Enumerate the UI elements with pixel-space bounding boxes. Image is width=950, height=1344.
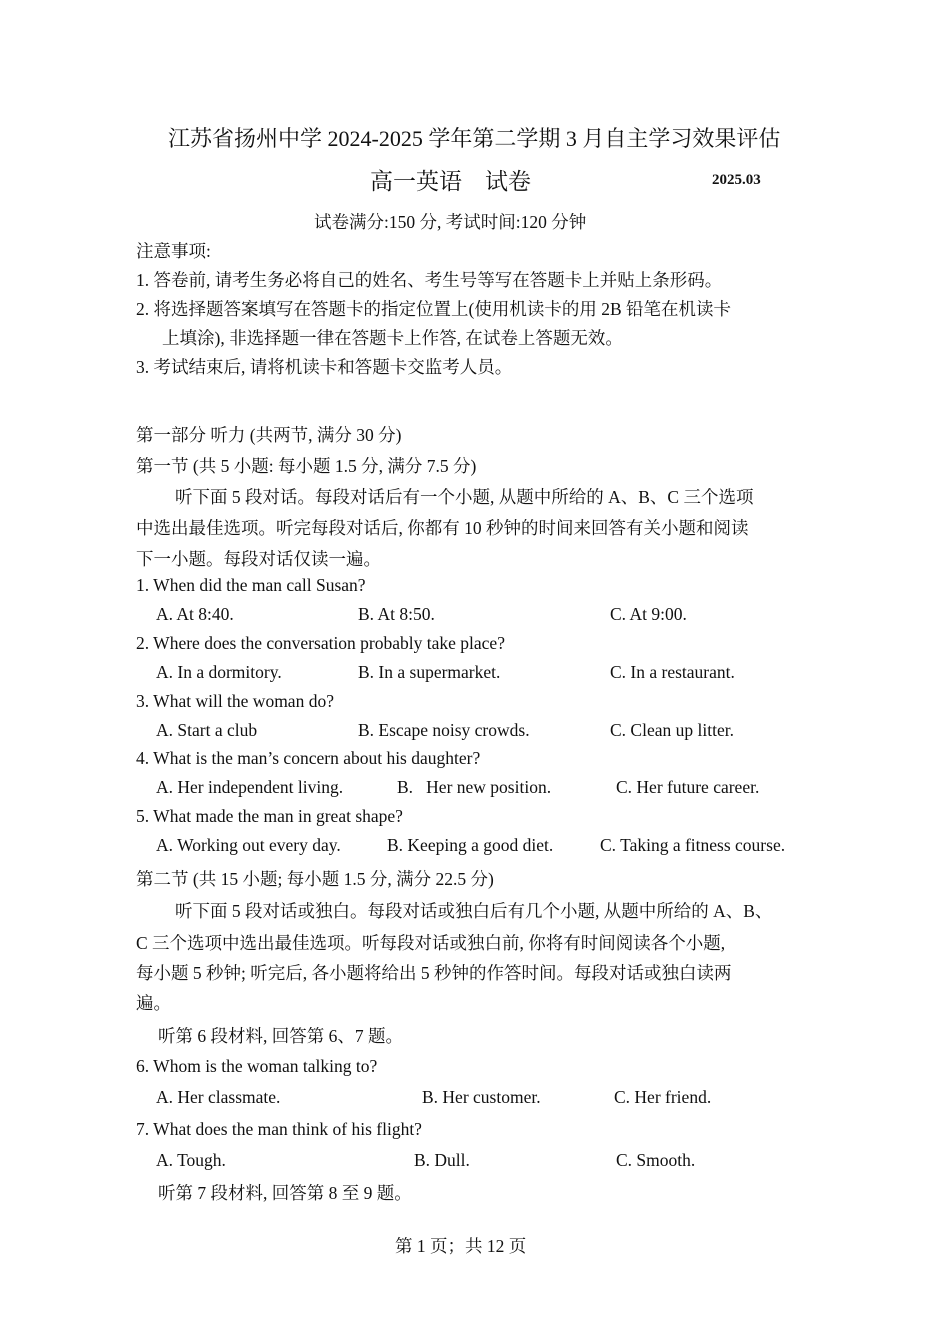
question-stem: 5. What made the man in great shape? [136,806,403,826]
section2-instruction: 遍。 [136,993,171,1013]
question-stem: 1. When did the man call Susan? [136,575,366,595]
option-c: C. Smooth. [616,1150,696,1170]
option-b: B. At 8:50. [358,604,435,624]
score-time: 试卷满分:150 分, 考试时间:120 分钟 [314,212,587,232]
option-a: A. Her independent living. [156,777,344,797]
part1-heading: 第一部分 听力 (共两节, 满分 30 分) [136,425,402,445]
question-stem: 2. Where does the conversation probably take place? [136,633,505,653]
option-c: C. Her future career. [616,777,760,797]
option-b: B. In a supermarket. [358,662,501,682]
question-stem: 6. Whom is the woman talking to? [136,1056,378,1076]
option-a: A. Start a club [156,720,258,740]
option-b: B. Her customer. [422,1087,541,1107]
exam-title: 江苏省扬州中学 2024-2025 学年第二学期 3 月自主学习效果评估 [168,126,781,151]
option-a: A. Working out every day. [156,835,341,855]
question-stem: 4. What is the man’s concern about his daughter? [136,748,481,768]
option-b: B. Her new position. [397,777,552,797]
section2-instruction: 每小题 5 秒钟; 听完后, 各小题将给出 5 秒钟的作答时间。每段对话或独白读两 [136,963,732,983]
option-a: A. Her classmate. [156,1087,281,1107]
option-c: C. In a restaurant. [610,662,735,682]
material-heading: 听第 6 段材料, 回答第 6、7 题。 [158,1026,403,1046]
option-a: A. Tough. [156,1150,226,1170]
notice-heading: 注意事项: [136,241,211,261]
section1-instruction: 听下面 5 段对话。每段对话后有一个小题, 从题中所给的 A、B、C 三个选项 [175,487,754,507]
section1-heading: 第一节 (共 5 小题: 每小题 1.5 分, 满分 7.5 分) [136,456,477,476]
exam-date: 2025.03 [712,172,761,188]
question-stem: 3. What will the woman do? [136,691,334,711]
section1-instruction: 中选出最佳选项。听完每段对话后, 你都有 10 秒钟的时间来回答有关小题和阅读 [136,518,749,538]
question-stem: 7. What does the man think of his flight? [136,1119,422,1139]
exam-subtitle: 高一英语 试卷 [370,169,531,194]
option-a: A. At 8:40. [156,604,234,624]
page-number: 第 1 页；共 12 页 [395,1236,527,1256]
notice-item: 3. 考试结束后, 请将机读卡和答题卡交监考人员。 [136,357,513,377]
notice-item: 1. 答卷前, 请考生务必将自己的姓名、考生号等写在答题卡上并贴上条形码。 [136,270,723,290]
option-c: C. Taking a fitness course. [600,835,786,855]
material-heading: 听第 7 段材料, 回答第 8 至 9 题。 [158,1183,412,1203]
section2-instruction: C 三个选项中选出最佳选项。听每段对话或独白前, 你将有时间阅读各个小题, [136,933,726,953]
notice-item: 上填涂), 非选择题一律在答题卡上作答, 在试卷上答题无效。 [162,328,623,348]
option-c: C. Her friend. [614,1087,712,1107]
option-b: B. Escape noisy crowds. [358,720,530,740]
section2-instruction: 听下面 5 段对话或独白。每段对话或独白后有几个小题, 从题中所给的 A、B、 [175,901,773,921]
option-c: C. Clean up litter. [610,720,734,740]
option-b: B. Keeping a good diet. [387,835,554,855]
section1-instruction: 下一小题。每段对话仅读一遍。 [136,549,381,569]
option-c: C. At 9:00. [610,604,687,624]
option-a: A. In a dormitory. [156,662,282,682]
option-b: B. Dull. [414,1150,470,1170]
section2-heading: 第二节 (共 15 小题; 每小题 1.5 分, 满分 22.5 分) [136,869,494,889]
notice-item: 2. 将选择题答案填写在答题卡的指定位置上(使用机读卡的用 2B 铅笔在机读卡 [136,299,731,319]
